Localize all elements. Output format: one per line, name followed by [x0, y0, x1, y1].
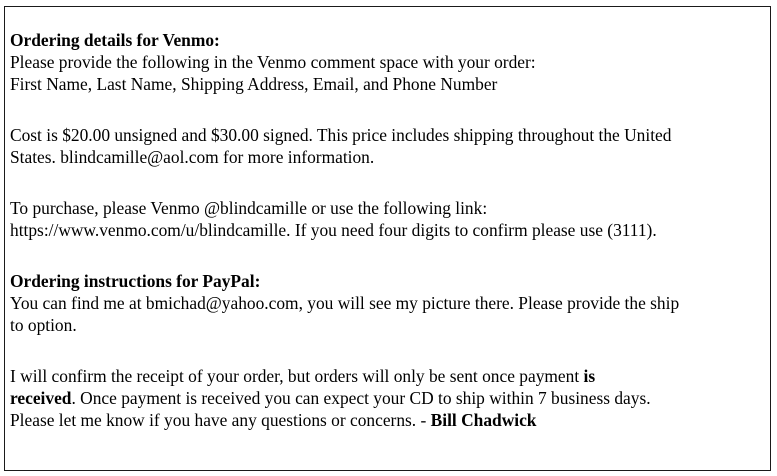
purchase-line-2: https://www.venmo.com/u/blindcamille. If you need four digits to confirm please use (3111).	[10, 220, 657, 240]
cost-line-2: States. blindcamille@aol.com for more information.	[10, 147, 375, 167]
cost-line-1: Cost is $20.00 unsigned and $30.00 signed. This price includes shipping throughout the United	[10, 125, 672, 145]
confirm-line-1	[10, 365, 755, 387]
document-content	[10, 29, 755, 431]
paypal-line-2: to option.	[10, 315, 77, 335]
paypal-heading: Ordering instructions for PayPal:	[10, 271, 261, 291]
confirm-line-2-bold: received	[10, 388, 72, 408]
spacer	[10, 241, 755, 270]
confirm-line-1-bold: is	[583, 366, 596, 386]
venmo-heading: Ordering details for Venmo:	[10, 30, 220, 50]
confirm-line-2-text: . Once payment is received you can expect your CD to ship within 7 business days.	[71, 388, 651, 408]
confirm-line-3	[10, 409, 755, 431]
confirm-line-3-text: Please let me know if you have any questions or concerns. -	[10, 410, 431, 430]
spacer	[10, 336, 755, 365]
spacer	[10, 168, 755, 197]
confirm-line-2	[10, 387, 755, 409]
venmo-required-fields: First Name, Last Name, Shipping Address, Email, and Phone Number	[10, 74, 498, 94]
venmo-instruction: Please provide the following in the Venmo comment space with your order:	[10, 52, 536, 72]
confirm-line-1-text: I will confirm the receipt of your order, but orders will only be sent once payment	[10, 366, 584, 386]
paypal-line-1: You can find me at bmichad@yahoo.com, you will see my picture there. Please provide the ship	[10, 293, 680, 313]
spacer	[10, 95, 755, 124]
signature: Bill Chadwick	[430, 410, 537, 430]
purchase-line-1: To purchase, please Venmo @blindcamille or use the following link:	[10, 198, 488, 218]
